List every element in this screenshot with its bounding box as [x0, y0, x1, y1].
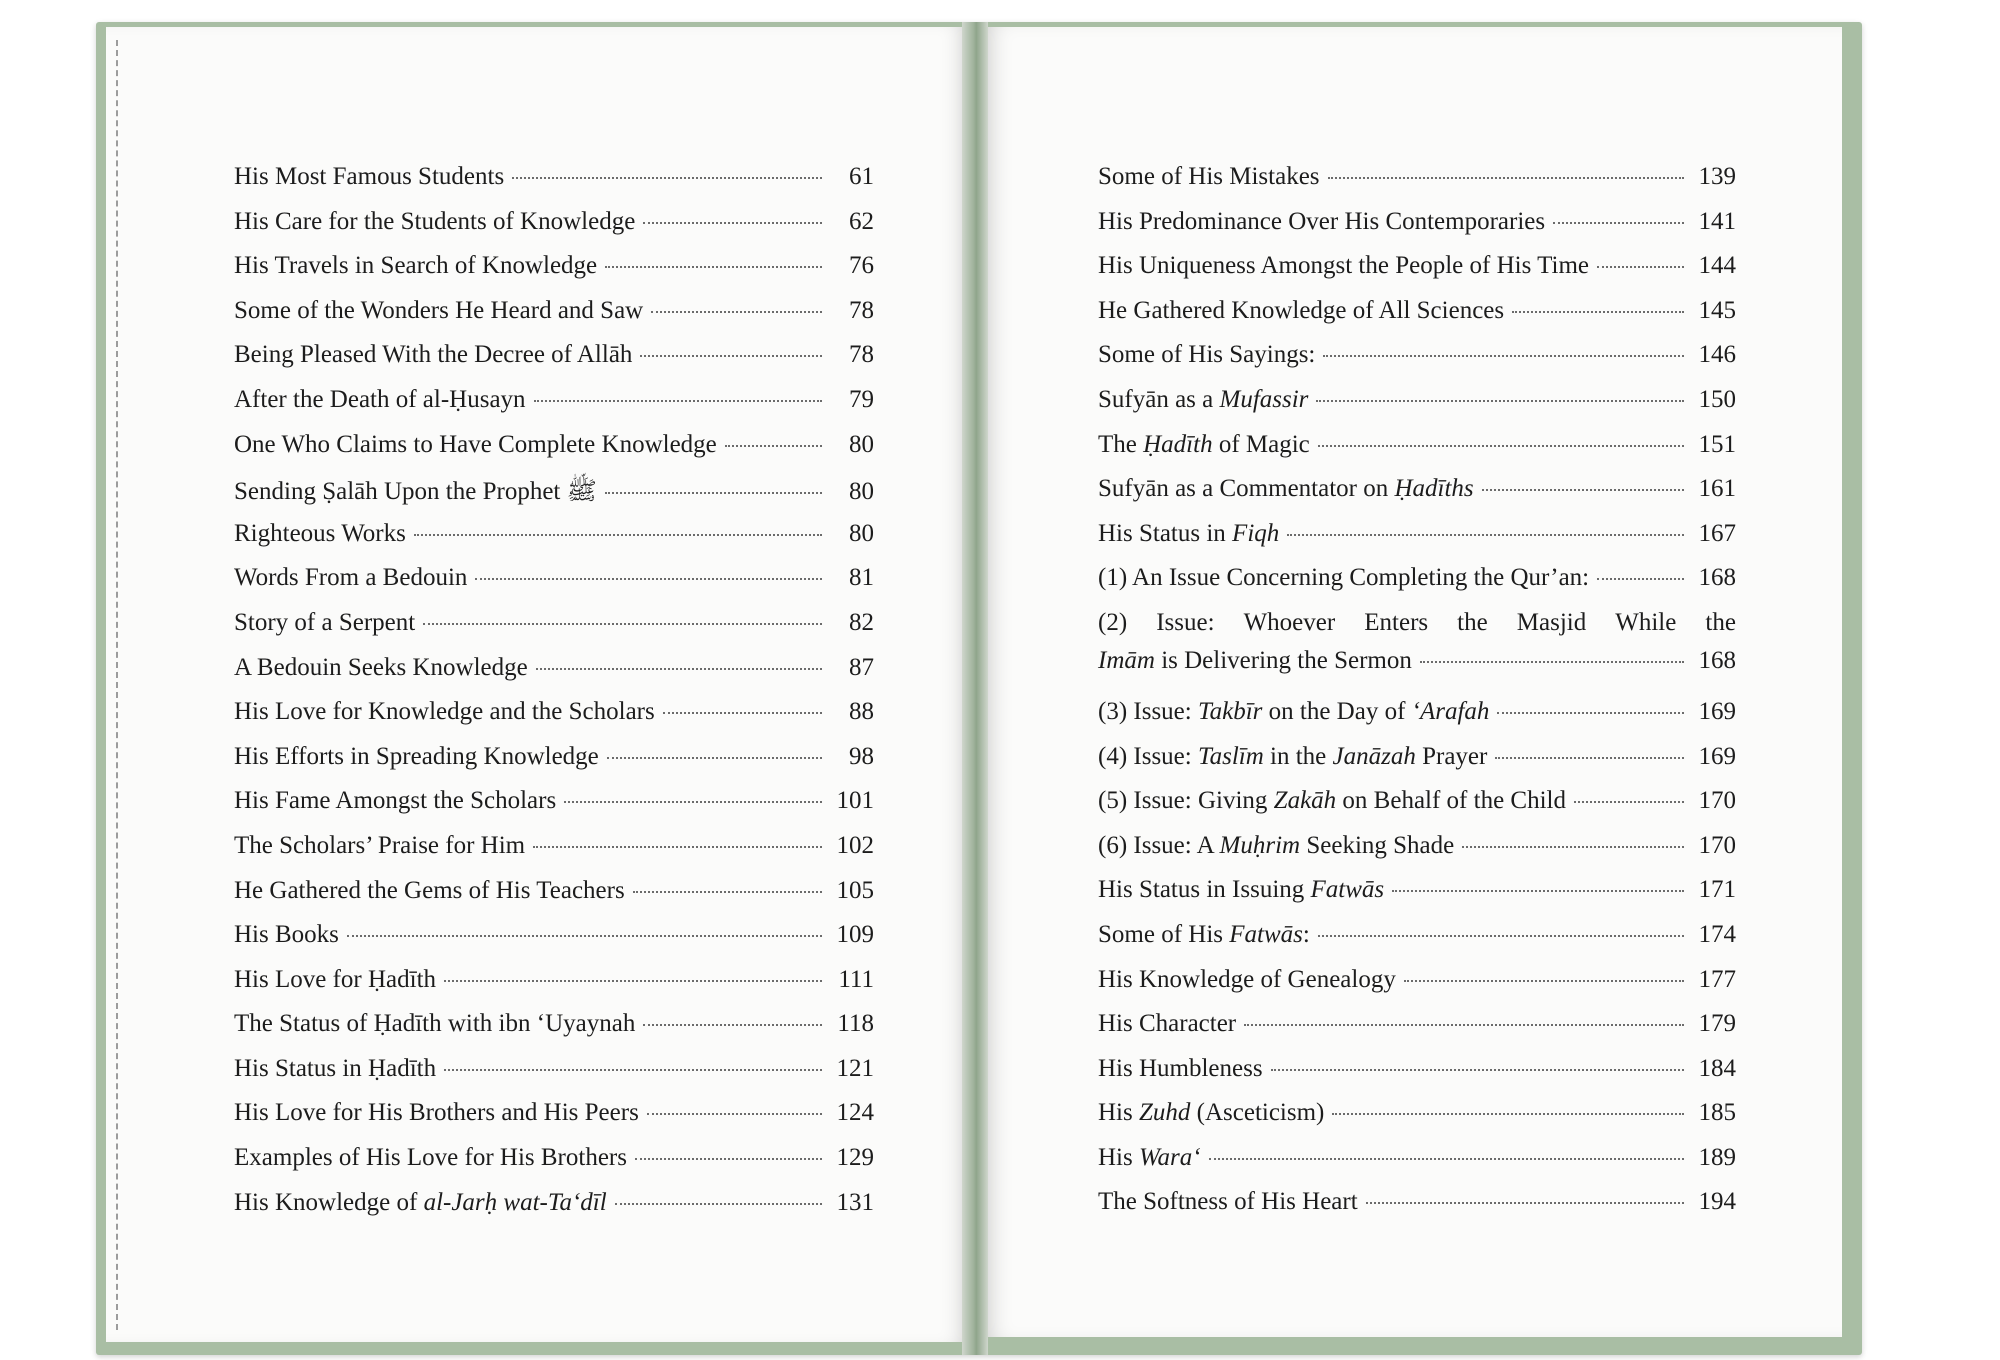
toc-entry-page: 62 [849, 207, 874, 235]
toc-entry-title [1098, 1144, 1201, 1172]
toc-entry-page: 78 [849, 341, 874, 369]
dot-leader [663, 712, 822, 714]
dot-leader [512, 177, 822, 179]
title-italic: ‘Arafah [1411, 697, 1490, 725]
dot-leader [1209, 1158, 1684, 1160]
toc-entry-title: Words From a Bedouin [234, 564, 468, 592]
toc-entry-page: 167 [1698, 519, 1736, 547]
toc-entry[interactable] [1098, 475, 1736, 520]
toc-entry-title: His Books [234, 921, 339, 949]
dot-leader [615, 1203, 822, 1205]
toc-entry[interactable] [1098, 1010, 1736, 1055]
dot-leader [1318, 935, 1684, 937]
dot-leader [635, 1158, 822, 1160]
toc-entry-page: 80 [849, 519, 874, 547]
toc-entry[interactable] [234, 609, 874, 654]
title-text: His Status in [1098, 519, 1233, 547]
dot-leader [1328, 177, 1684, 179]
dot-leader [1420, 661, 1684, 663]
title-text: Sufyān as a Commentator on [1098, 475, 1395, 503]
toc-entry[interactable] [1098, 1188, 1736, 1233]
dot-leader [414, 534, 822, 536]
toc-entry-title: Story of a Serpent [234, 608, 416, 636]
toc-entry-title: His Efforts in Spreading Knowledge [234, 742, 599, 770]
title-italic: Mufassir [1219, 385, 1309, 413]
dot-leader [444, 1069, 822, 1071]
right-toc-list [1098, 163, 1736, 1233]
toc-entry[interactable] [1098, 520, 1736, 565]
toc-entry-title: Some of the Wonders He Heard and Saw [234, 296, 644, 324]
toc-entry-title [234, 1189, 607, 1217]
toc-entry-page: 194 [1698, 1188, 1736, 1216]
toc-entry-title: His Predominance Over His Contemporaries [1098, 207, 1546, 235]
toc-entry[interactable] [1098, 876, 1736, 921]
title-italic: Ḥadīth [1143, 430, 1213, 458]
toc-entry-title: Some of His Mistakes [1098, 163, 1320, 190]
toc-entry-page: 81 [849, 564, 874, 592]
toc-entry-page: 109 [836, 921, 874, 949]
toc-entry[interactable] [1098, 832, 1736, 877]
toc-entry-title [1098, 787, 1566, 815]
toc-entry-page: 111 [838, 965, 874, 993]
toc-entry[interactable] [234, 520, 874, 565]
toc-entry-title: His Fame Amongst the Scholars [234, 787, 557, 815]
title-text: (5) Issue: Giving [1098, 787, 1274, 815]
dot-leader [1462, 846, 1684, 848]
toc-entry-page: 80 [849, 478, 874, 506]
title-italic: al-Jarḥ wat-Ta‘dīl [423, 1188, 607, 1216]
dot-leader [643, 1024, 822, 1026]
toc-entry-page: 61 [849, 163, 874, 190]
toc-entry-page: 102 [836, 831, 874, 859]
toc-entry[interactable] [234, 341, 874, 386]
toc-entry-title: His Travels in Search of Knowledge [234, 252, 598, 280]
dot-leader [1512, 311, 1684, 313]
title-text: is Delivering the Sermon [1154, 646, 1412, 674]
dot-leader [423, 623, 822, 625]
title-italic: Janāzah [1332, 742, 1416, 770]
toc-entry[interactable] [234, 1010, 874, 1055]
title-word: While [1615, 608, 1677, 636]
toc-entry-title [1098, 386, 1308, 414]
toc-entry-page: 101 [836, 787, 874, 815]
toc-entry-title: Being Pleased With the Decree of Allāh [234, 341, 633, 369]
dot-leader [1366, 1202, 1684, 1204]
title-word: Enters [1364, 608, 1429, 636]
toc-entry-title: His Status in Ḥadīth [234, 1054, 437, 1082]
title-italic: Fatwās [1229, 920, 1303, 948]
toc-entry[interactable] [1098, 1055, 1736, 1100]
toc-entry[interactable] [234, 832, 874, 877]
toc-entry-title: His Most Famous Students [234, 163, 505, 190]
dot-leader [605, 492, 822, 494]
toc-entry-title [1098, 475, 1474, 503]
title-italic: Fiqh [1232, 519, 1280, 547]
dot-leader [534, 400, 822, 402]
dot-leader [1332, 1113, 1684, 1115]
dot-leader [607, 757, 822, 759]
toc-entry-title: His Love for Knowledge and the Scholars [234, 698, 655, 726]
dot-leader [1597, 266, 1684, 268]
title-text: (6) Issue: A [1098, 831, 1220, 859]
toc-entry-title: His Knowledge of Genealogy [1098, 965, 1396, 993]
toc-entry-title-line2 [1098, 647, 1736, 675]
dot-leader [1553, 222, 1684, 224]
title-text: of Magic [1212, 430, 1310, 458]
toc-entry-title [1098, 520, 1279, 548]
toc-entry-page: 141 [1698, 207, 1736, 235]
title-italic: Imām [1098, 646, 1155, 674]
title-text: on the Day of [1262, 697, 1412, 725]
toc-entry-title [1098, 921, 1310, 949]
toc-entry[interactable] [234, 877, 874, 922]
title-italic: Muḥrim [1219, 831, 1301, 859]
toc-entry-page: 168 [1698, 564, 1736, 592]
toc-entry[interactable] [234, 654, 874, 699]
title-text: (3) Issue: [1098, 697, 1198, 725]
toc-entry-title: After the Death of al-Ḥusayn [234, 385, 526, 413]
toc-entry-title: The Status of Ḥadīth with ibn ‘Uyaynah [234, 1010, 636, 1038]
toc-entry-title [1098, 876, 1384, 904]
dot-leader [475, 578, 822, 580]
toc-entry[interactable] [1098, 966, 1736, 1011]
toc-entry[interactable] [234, 966, 874, 1011]
toc-entry[interactable] [1098, 921, 1736, 966]
toc-entry-page: 80 [849, 430, 874, 458]
toc-entry-page: 139 [1698, 163, 1736, 190]
toc-entry[interactable] [234, 252, 874, 297]
toc-entry-title: A Bedouin Seeks Knowledge [234, 653, 528, 681]
title-text: The [1098, 430, 1144, 458]
toc-entry-title: His Love for His Brothers and His Peers [234, 1099, 639, 1127]
title-italic: Zuhd [1138, 1099, 1191, 1127]
toc-entry[interactable] [234, 1144, 874, 1189]
dot-leader [347, 935, 822, 937]
toc-entry-title [1098, 698, 1489, 726]
dot-leader [725, 445, 822, 447]
title-text: (4) Issue: [1098, 742, 1198, 770]
toc-entry-page: 184 [1698, 1054, 1736, 1082]
toc-entry-title: His Uniqueness Amongst the People of His Time [1098, 252, 1589, 280]
title-word: the [1705, 608, 1736, 636]
toc-entry-title: One Who Claims to Have Complete Knowledge [234, 430, 717, 458]
dot-leader [1392, 890, 1684, 892]
toc-entry[interactable] [234, 475, 874, 520]
title-italic: Wara‘ [1138, 1143, 1201, 1171]
toc-entry[interactable] [1098, 297, 1736, 342]
title-text: His [1098, 1099, 1139, 1127]
dot-leader [444, 980, 822, 982]
toc-entry-title [1098, 431, 1310, 459]
toc-entry[interactable] [234, 564, 874, 609]
toc-entry-page: 170 [1698, 787, 1736, 815]
toc-entry-title [1098, 743, 1487, 771]
toc-entry-page: 87 [849, 653, 874, 681]
toc-entry-title: The Scholars’ Praise for Him [234, 831, 526, 859]
toc-entry-page: 169 [1698, 742, 1736, 770]
toc-entry[interactable] [1098, 431, 1736, 476]
toc-entry[interactable] [1098, 341, 1736, 386]
toc-entry[interactable] [1098, 743, 1736, 788]
title-word: the [1457, 608, 1488, 636]
dot-leader [533, 846, 822, 848]
title-text: Some of His [1098, 920, 1230, 948]
toc-entry[interactable] [1098, 698, 1736, 743]
dot-leader [1323, 355, 1684, 357]
toc-entry[interactable] [1098, 564, 1736, 609]
toc-entry-page: 151 [1698, 430, 1736, 458]
toc-entry-page: 177 [1698, 965, 1736, 993]
toc-entry[interactable] [234, 698, 874, 743]
toc-entry-page: 144 [1698, 252, 1736, 280]
dot-leader [1271, 1069, 1684, 1071]
toc-entry-title: He Gathered the Gems of His Teachers [234, 876, 625, 904]
toc-entry-page: 98 [849, 742, 874, 770]
toc-entry[interactable] [234, 208, 874, 253]
title-italic: Taslīm [1197, 742, 1264, 770]
toc-entry-page: 82 [849, 608, 874, 636]
toc-entry-page: 121 [836, 1054, 874, 1082]
toc-entry-page: 185 [1698, 1099, 1736, 1127]
title-text: His Knowledge of [234, 1188, 424, 1216]
title-text: (Asceticism) [1190, 1099, 1325, 1127]
toc-entry[interactable] [1098, 252, 1736, 297]
dot-leader [633, 891, 822, 893]
title-word: (2) [1098, 608, 1128, 636]
dot-leader [1404, 980, 1684, 982]
dot-leader [1597, 578, 1684, 580]
title-text: in the [1263, 742, 1333, 770]
dot-leader [643, 222, 822, 224]
toc-entry-title: His Care for the Students of Knowledge [234, 207, 636, 235]
dot-leader [651, 311, 822, 313]
title-text: Sufyān as a [1098, 385, 1220, 413]
toc-entry-page: 118 [837, 1010, 874, 1038]
toc-entry-page: 79 [849, 385, 874, 413]
title-italic: Takbīr [1197, 697, 1263, 725]
dot-leader [640, 355, 822, 357]
toc-entry-page: 124 [836, 1099, 874, 1127]
dot-leader [1574, 801, 1684, 803]
toc-entry[interactable] [1098, 1099, 1736, 1144]
title-word: Masjid [1516, 608, 1587, 636]
toc-entry-title: He Gathered Knowledge of All Sciences [1098, 296, 1505, 324]
toc-entry-page: 129 [836, 1144, 874, 1172]
toc-entry[interactable] [234, 431, 874, 476]
toc-entry-title: His Character [1098, 1010, 1237, 1038]
dot-leader [536, 668, 822, 670]
title-text: His Status in Issuing [1098, 876, 1311, 904]
dot-leader [647, 1113, 822, 1115]
toc-entry-page: 189 [1698, 1143, 1736, 1171]
toc-entry[interactable] [1098, 1144, 1736, 1189]
dot-leader [1482, 489, 1684, 491]
toc-entry-title [1098, 832, 1454, 860]
dot-leader [1318, 445, 1684, 447]
toc-entry-page: 169 [1698, 697, 1736, 725]
title-word: Issue: [1156, 608, 1215, 636]
toc-entry-title: Some of His Sayings: [1098, 341, 1316, 369]
toc-entry-page: 171 [1698, 876, 1736, 904]
title-text: on Behalf of the Child [1336, 787, 1566, 815]
toc-entry-page: 161 [1698, 475, 1736, 503]
toc-entry-title-line1 [1098, 609, 1736, 637]
dot-leader [564, 801, 822, 803]
binding-stitch [116, 40, 118, 1330]
toc-entry[interactable] [1098, 386, 1736, 431]
title-text: : [1302, 920, 1310, 948]
toc-entry-title [1098, 647, 1412, 675]
toc-entry-title: His Humbleness [1098, 1054, 1263, 1082]
toc-entry-page: 174 [1698, 920, 1736, 948]
book-spine-gutter [962, 22, 988, 1355]
toc-entry[interactable] [234, 1189, 874, 1234]
title-text: Seeking Shade [1300, 831, 1455, 859]
title-text: Prayer [1415, 742, 1488, 770]
title-italic: Fatwās [1310, 876, 1385, 904]
toc-entry-page: 168 [1698, 646, 1736, 674]
toc-entry-title: Righteous Works [234, 519, 406, 547]
toc-entry[interactable] [1098, 609, 1736, 698]
toc-entry[interactable] [234, 743, 874, 788]
toc-entry[interactable] [234, 1099, 874, 1144]
title-italic: Zakāh [1273, 787, 1337, 815]
toc-entry[interactable] [234, 921, 874, 966]
toc-entry-page: 88 [849, 698, 874, 726]
toc-entry[interactable] [1098, 163, 1736, 208]
toc-entry-page: 145 [1698, 296, 1736, 324]
toc-entry[interactable] [234, 1055, 874, 1100]
title-word: Whoever [1243, 608, 1336, 636]
dot-leader [1287, 534, 1684, 536]
toc-entry-page: 78 [849, 296, 874, 324]
toc-entry[interactable] [1098, 208, 1736, 253]
toc-entry-title: The Softness of His Heart [1098, 1188, 1358, 1216]
dot-leader [1495, 757, 1684, 759]
toc-entry[interactable] [234, 386, 874, 431]
toc-entry[interactable] [1098, 787, 1736, 832]
dot-leader [1244, 1024, 1684, 1026]
toc-entry[interactable] [234, 297, 874, 342]
dot-leader [1316, 400, 1684, 402]
toc-entry-title: Examples of His Love for His Brothers [234, 1144, 627, 1172]
toc-entry-title: Sending Ṣalāh Upon the Prophet ﷺ [234, 478, 597, 506]
toc-entry-page: 131 [836, 1188, 874, 1216]
toc-entry-page: 170 [1698, 831, 1736, 859]
toc-entry[interactable] [234, 163, 874, 208]
left-toc-list [234, 163, 874, 1233]
title-italic: Ḥadīths [1394, 475, 1474, 503]
toc-entry-title [1098, 1099, 1324, 1127]
toc-entry-page: 105 [836, 876, 874, 904]
dot-leader [1497, 712, 1684, 714]
dot-leader [605, 266, 822, 268]
title-text: His [1098, 1143, 1139, 1171]
toc-entry-page: 150 [1698, 385, 1736, 413]
toc-entry-title: (1) An Issue Concerning Completing the Qur’an: [1098, 564, 1590, 592]
toc-entry[interactable] [234, 787, 874, 832]
toc-entry-page: 146 [1698, 341, 1736, 369]
toc-entry-page: 179 [1698, 1010, 1736, 1038]
toc-entry-page: 76 [849, 252, 874, 280]
toc-entry-title: His Love for Ḥadīth [234, 965, 437, 993]
